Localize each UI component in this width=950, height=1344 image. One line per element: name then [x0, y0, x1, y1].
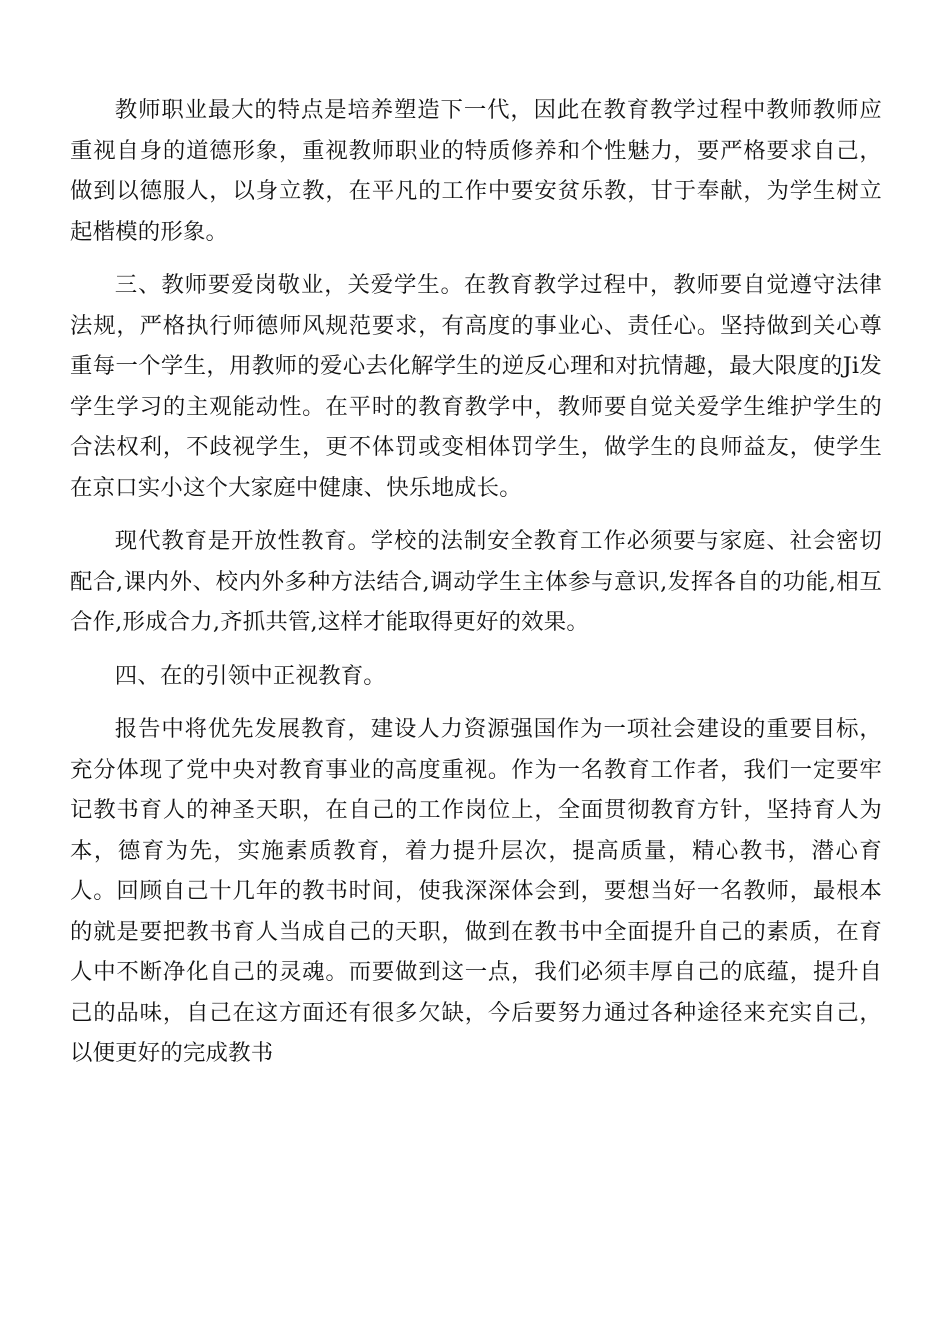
paragraph-section-three: 三、教师要爱岗敬业，关爱学生。在教育教学过程中，教师要自觉遵守法律法规，严格执行师德师风规范要求，有高度的事业心、责任心。坚持做到关心尊重每一个学生，用教师的爱心去化解学生的逆反心理和对抗情趣，最大限度的Ji发学生学习的主观能动性。在平时的教育教学中，教师要自觉关爱学生维护学生的合法权利，不歧视学生，更不体罚或变相体罚学生，做学生的良师益友，使学生在京口实小这个大家庭中健康、快乐地成长。 — [70, 272, 882, 501]
paragraph-teacher-image: 教师职业最大的特点是培养塑造下一代，因此在教育教学过程中教师教师应重视自身的道德形象，重视教师职业的特质修养和个性魅力，要严格要求自己，做到以德服人，以身立教，在平凡的工作中要安贫乐教，甘于奉献，为学生树立起楷模的形象。 — [70, 97, 882, 245]
document-body — [70, 90, 882, 1087]
paragraph-section-four-heading: 四、在的引领中正视教育。 — [114, 662, 386, 689]
paragraph-report: 报告中将优先发展教育，建设人力资源强国作为一项社会建设的重要目标，充分体现了党中央对教育事业的高度重视。作为一名教育工作者，我们一定要牢记教书育人的神圣天职，在自己的工作岗位上，全面贯彻教育方针，坚持育人为本，德育为先，实施素质教育，着力提升层次，提高质量，精心教书，潜心育人。回顾自己十几年的教书时间，使我深深体会到，要想当好一名教师，最根本的就是要把教书育人当成自己的天职，做到在教书中全面提升自己的素质，在育人中不断净化自己的灵魂。而要做到这一点，我们必须丰厚自己的底蕴，提升自己的品味，自己在这方面还有很多欠缺，今后要努力通过各种途径来充实自己，以便更好的完成教书 — [70, 716, 882, 1066]
paragraph-modern-education: 现代教育是开放性教育。学校的法制安全教育工作必须要与家庭、社会密切配合,课内外、校内外多种方法结合,调动学生主体参与意识,发挥各自的功能,相互合作,形成合力,齐抓共管,这样才能取得更好的效果。 — [70, 528, 882, 635]
